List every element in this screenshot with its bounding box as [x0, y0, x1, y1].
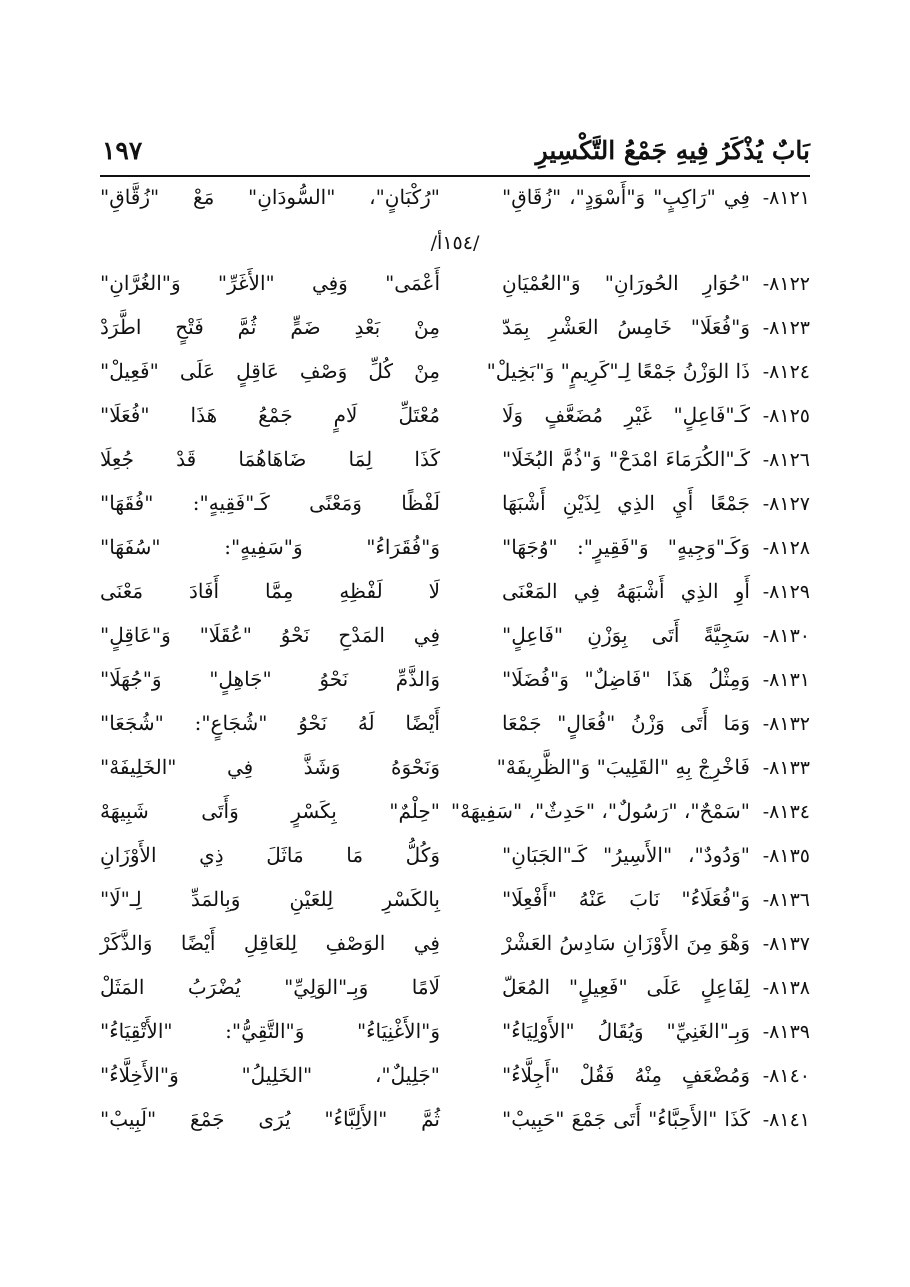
verse-line [100, 706, 810, 750]
verse-line [100, 882, 810, 926]
verse-first-hemistich: وَ"فُعَلَاءُ" نَابَ عَنْهُ "أَفْعِلَا" [502, 887, 750, 911]
verse-number: ٨١٢٥- [762, 405, 810, 427]
verse-list [100, 180, 810, 1146]
verse-second-hemistich: ثُمَّ "الأَلِبَّاءُ" يُرَى جَمْعَ "لَبِيبْ" [100, 1107, 440, 1131]
verse-number: ٨١٣١- [762, 669, 810, 691]
verse-number: ٨١٣٤- [762, 801, 810, 823]
verse-second-hemistich: كَذَا لِمَا ضَاهَاهُمَا قَدْ جُعِلَا [100, 447, 440, 471]
verse-second-hemistich: بِالكَسْرِ لِلعَيْنِ وَبِالمَدِّ لِـ"لَا" [100, 887, 440, 911]
verse-line [100, 354, 810, 398]
verse-number: ٨١٢٩- [762, 581, 810, 603]
verse-line [100, 486, 810, 530]
verse-first-hemistich: جَمْعًا أَيِ الذِي لِذَيْنِ أَشْبَهَا [502, 491, 750, 515]
verse-number: ٨١٣٢- [762, 713, 810, 735]
verse-second-hemistich: أَيْضًا لَهُ نَحْوُ "شُجَاعٍ": "شُجَعَا" [100, 711, 440, 735]
verse-number: ٨١٣٥- [762, 845, 810, 867]
verse-second-hemistich: "جَلِيلٌ"، "الخَلِيلُ" وَ"الأَخِلَّاءُ" [100, 1063, 440, 1087]
verse-line [100, 1058, 810, 1102]
verse-second-hemistich: لَامًا وَبِـ"الوَلِيِّ" يُضْرَبُ المَثَلْ [100, 975, 440, 999]
verse-first-hemistich: فِي "رَاكِبٍ" وَ"أَسْوَدٍ"، "زُقَاقِ" [502, 185, 750, 209]
folio-label: /١٥٤أ/ [430, 232, 480, 254]
verse-second-hemistich: وَ"الأَغْنِيَاءُ" وَ"التَّقِيُّ": "الأَتْقِيَاءُ" [100, 1019, 440, 1043]
verse-line [100, 310, 810, 354]
verse-number: ٨١٣٠- [762, 625, 810, 647]
verse-second-hemistich: فِي الوَصْفِ لِلعَاقِلِ أَيْضًا وَالذَّكَرْ [100, 931, 440, 955]
verse-second-hemistich: أَعْمَى" وَفِي "الأَغَرِّ" وَ"الغُرَّانِ" [100, 271, 440, 295]
verse-first-hemistich: سَجِيَّةً أَتَى بِوَزْنِ "فَاعِلٍ" [502, 623, 750, 647]
verse-second-hemistich: مِنْ كُلِّ وَصْفِ عَاقِلٍ عَلَى "فَعِيلْ" [100, 359, 440, 383]
verse-number: ٨١٢٨- [762, 537, 810, 559]
verse-second-hemistich: وَنَحْوَهُ وَشَذَّ فِي "الخَلِيفَهْ" [100, 755, 440, 779]
verse-line [100, 618, 810, 662]
verse-second-hemistich: لَفْظًا وَمَعْنًى كَـ"فَقِيهٍ": "فُقَهَا" [100, 491, 440, 515]
verse-first-hemistich: وَمِثْلُ هَذَا "فَاضِلٌ" وَ"فُضَلَا" [502, 667, 750, 691]
verse-number: ٨١٢٤- [762, 361, 810, 383]
verse-second-hemistich: وَالذَّمِّ نَحْوُ "جَاهِلٍ" وَ"جُهَلَا" [100, 667, 440, 691]
verse-second-hemistich: لَا لَفْظِهِ مِمَّا أَفَادَ مَعْنَى [100, 579, 440, 603]
verse-line [100, 662, 810, 706]
verse-line [100, 926, 810, 970]
verse-first-hemistich: "حُوَارِ الحُورَانِ" وَ"العُمْيَانِ [502, 271, 750, 295]
verse-first-hemistich: "سَمْحٌ"، "رَسُولٌ"، "حَدِثٌ"، "سَفِيهَهْ" [450, 799, 750, 823]
verse-line [100, 180, 810, 224]
verse-number: ٨١٢٦- [762, 449, 810, 471]
verse-second-hemistich: "رُكْبَانٍ"، "السُّودَانِ" مَعْ "زُقَّاقِ" [100, 185, 440, 209]
verse-number: ٨١٤٠- [762, 1065, 810, 1087]
verse-line [100, 1102, 810, 1146]
verse-first-hemistich: كَـ"فَاعِلٍ" غَيْرِ مُضَعَّفٍ وَلَا [502, 403, 750, 427]
verse-first-hemistich: "وَدُودٌ"، "الأَسِيرُ" كَـ"الجَبَانِ" [502, 843, 750, 867]
verse-number: ٨١٣٣- [762, 757, 810, 779]
verse-first-hemistich: وَهْوَ مِنَ الأَوْزَانِ سَادِسُ العَشْرْ [502, 931, 750, 955]
verse-second-hemistich: مِنْ بَعْدِ ضَمٍّ ثُمَّ فَتْحٍ اطَّرَدْ [100, 315, 440, 339]
verse-number: ٨١٢٧- [762, 493, 810, 515]
page-header [100, 130, 810, 176]
verse-line [100, 1014, 810, 1058]
verse-second-hemistich: فِي المَدْحِ نَحْوُ "عُقَلَا" وَ"عَاقِلٍ" [100, 623, 440, 647]
verse-second-hemistich: "حِلْمٌ" بِكَسْرٍ وَأَتَى شَبِيهَهْ [100, 799, 440, 823]
verse-first-hemistich: وَمَا أَتَى وَزْنُ "فُعَالٍ" جَمْعَا [502, 711, 750, 735]
verse-line [100, 530, 810, 574]
verse-line [100, 442, 810, 486]
verse-first-hemistich: وَكَـ"وَجِيهٍ" وَ"فَقِيرٍ": "وُجَهَا" [502, 535, 750, 559]
verse-first-hemistich: وَ"فُعَلَا" خَامِسُ العَشْرِ بِمَدّ [502, 315, 750, 339]
verse-number: ٨١٢١- [762, 187, 810, 209]
verse-line [100, 838, 810, 882]
page-number: ١٩٧ [102, 136, 143, 165]
verse-first-hemistich: لِفَاعِلٍ عَلَى "فَعِيلٍ" المُعَلّ [502, 975, 750, 999]
verse-first-hemistich: كَذَا "الأَحِبَّاءُ" أَتَى جَمْعَ "حَبِيبْ" [502, 1107, 750, 1131]
verse-first-hemistich: ذَا الوَزْنُ جَمْعًا لِـ"كَرِيمٍ" وَ"بَخِيلْ" [486, 359, 750, 383]
verse-number: ٨١٢٣- [762, 317, 810, 339]
verse-second-hemistich: وَ"فُقَرَاءُ" وَ"سَفِيهٍ": "سُفَهَا" [100, 535, 440, 559]
verse-second-hemistich: وَكُلُّ مَا مَاثَلَ ذِي الأَوْزَانِ [100, 843, 440, 867]
verse-first-hemistich: أَوِ الذِي أَشْبَهَهُ فِي المَعْنَى [502, 579, 750, 603]
verse-line [100, 750, 810, 794]
verse-first-hemistich: فَاخْرِجْ بِهِ "القَلِيبَ" وَ"الظَّرِيفَهْ" [496, 755, 750, 779]
verse-line [100, 266, 810, 310]
verse-line [100, 794, 810, 838]
verse-line [100, 970, 810, 1014]
verse-number: ٨١٣٦- [762, 889, 810, 911]
verse-number: ٨١٤١- [762, 1109, 810, 1131]
header-divider [100, 175, 810, 177]
verse-second-hemistich: مُعْتَلِّ لَامٍ جَمْعُ هَذَا "فُعَلَا" [100, 403, 440, 427]
folio-marker [100, 224, 810, 266]
verse-number: ٨١٣٩- [762, 1021, 810, 1043]
verse-line [100, 574, 810, 618]
verse-line [100, 398, 810, 442]
verse-number: ٨١٣٨- [762, 977, 810, 999]
verse-first-hemistich: وَبِـ"الغَنِيِّ" وَيُقَالُ "الأَوْلِيَاءُ" [502, 1019, 750, 1043]
verse-first-hemistich: كَـ"الكُرَمَاءَ امْدَحْ" وَ"ذُمَّ البُخَلَا" [502, 447, 750, 471]
verse-number: ٨١٣٧- [762, 933, 810, 955]
verse-first-hemistich: وَمُضْعَفٍ مِنْهُ فَقُلْ "أَجِلَّاءُ" [502, 1063, 750, 1087]
verse-number: ٨١٢٢- [762, 273, 810, 295]
chapter-title: بَابٌ يُذْكَرُ فِيهِ جَمْعُ التَّكْسِيرِ [535, 136, 810, 165]
